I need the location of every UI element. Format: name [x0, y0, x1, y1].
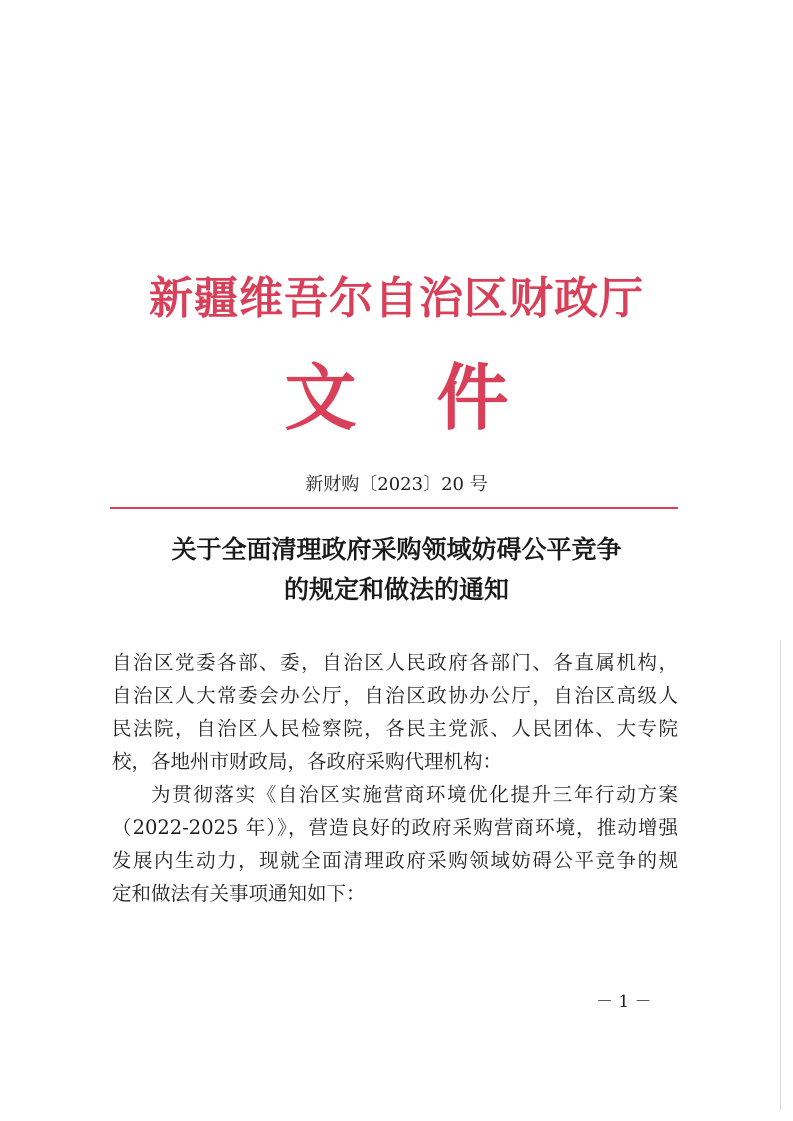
addressees-line-4: 校，各地州市财政局，各政府采购代理机构： [112, 750, 503, 773]
document-title [0, 530, 793, 610]
title-line-2: 的规定和做法的通知 [283, 575, 509, 604]
addressees-line-3: 民法院，自治区人民检察院，各民主党派、人民团体、大专院 [112, 717, 678, 740]
scan-edge-line [780, 640, 781, 1110]
paragraph-1-line-4: 定和做法有关事项通知如下： [112, 882, 366, 905]
paragraph-1-line-1: 为贯彻落实《自治区实施营商环境优化提升三年行动方案 [151, 783, 678, 806]
document-type-heading: 文件 [284, 355, 589, 440]
paragraph-1-line-2: （2022-2025 年）》，营造良好的政府采购营商环境，推动增强 [112, 816, 678, 839]
addressees-line-2: 自治区人大常委会办公厅，自治区政协办公厅，自治区高级人 [112, 684, 678, 707]
addressees-line-1: 自治区党委各部、委，自治区人民政府各部门、各直属机构， [112, 651, 678, 674]
document-number: 新财购〔2023〕20 号 [305, 474, 488, 495]
paragraph-1-line-3: 发展内生动力，现就全面清理政府采购领域妨碍公平竞争的规 [112, 849, 678, 872]
issuing-organization: 新疆维吾尔自治区财政厅 [149, 273, 644, 324]
page-number: － 1 － [596, 992, 652, 1012]
title-line-1: 关于全面清理政府采购领域妨碍公平竞争 [171, 535, 622, 564]
red-divider-line [110, 507, 678, 509]
document-body [112, 646, 678, 910]
